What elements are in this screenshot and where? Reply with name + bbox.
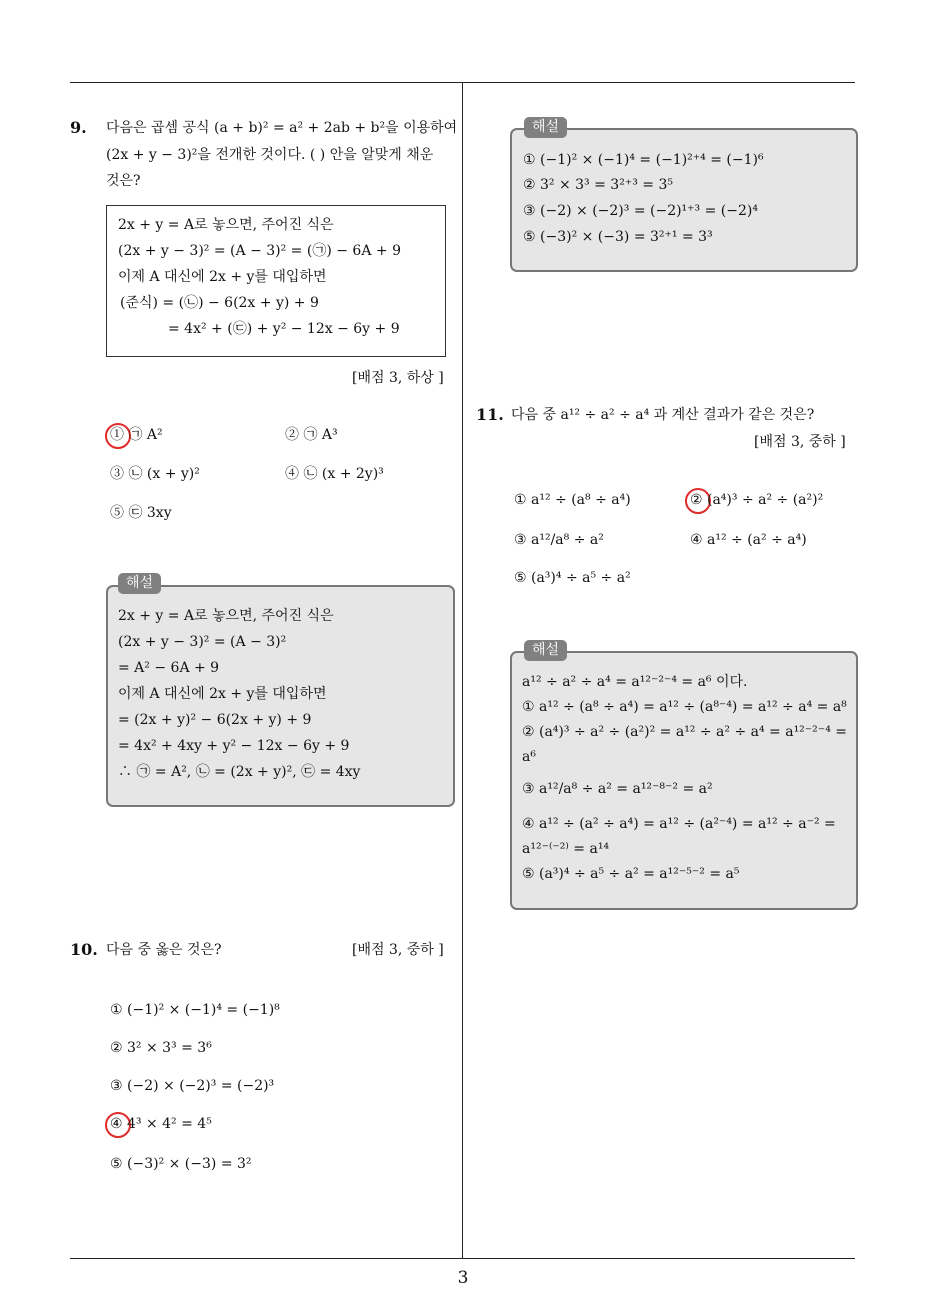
q11-choice-2[interactable]: ② (a⁴)³ ÷ a² ÷ (a²)² (690, 492, 824, 508)
q10-choice-1[interactable]: ① (−1)² × (−1)⁴ = (−1)⁸ (110, 1002, 280, 1018)
q10-solution-line-4: ⑤ (−3)² × (−3) = 3²⁺¹ = 3³ (523, 229, 713, 245)
q9-box-line-1: 2x + y = A로 놓으면, 주어진 식은 (118, 217, 334, 233)
q9-solution-line-4: 이제 A 대신에 2x + y를 대입하면 (118, 686, 327, 702)
q10-points: [배점 3, 중하 ] (352, 942, 444, 958)
q11-points: [배점 3, 중하 ] (754, 434, 846, 450)
q9-box-line-5: = 4x² + (㉢) + y² − 12x − 6y + 9 (168, 321, 400, 337)
q9-solution-line-1: 2x + y = A로 놓으면, 주어진 식은 (118, 608, 334, 624)
q10-stem: 다음 중 옳은 것은? (106, 942, 222, 958)
q10-choice-3[interactable]: ③ (−2) × (−2)³ = (−2)³ (110, 1078, 275, 1094)
q10-solution-label: 해설 (524, 117, 567, 138)
q10-choice-4[interactable]: ④ 4³ × 4² = 4⁵ (110, 1116, 212, 1132)
q11-solution-label: 해설 (524, 640, 567, 661)
q11-choice-4[interactable]: ④ a¹² ÷ (a² ÷ a⁴) (690, 532, 807, 548)
q9-box-line-3: 이제 A 대신에 2x + y를 대입하면 (118, 269, 327, 285)
q9-box-line-2: (2x + y − 3)² = (A − 3)² = (㉠) − 6A + 9 (118, 243, 401, 259)
q10-solution-line-2: ② 3² × 3³ = 3²⁺³ = 3⁵ (523, 177, 673, 193)
q9-points: [배점 3, 하상 ] (352, 370, 444, 386)
q9-solution-line-7: ∴ ㉠ = A², ㉡ = (2x + y)², ㉢ = 4xy (118, 764, 361, 780)
q9-solution-line-6: = 4x² + 4xy + y² − 12x − 6y + 9 (118, 738, 350, 754)
q9-box-line-4: (준식) = (㉡) − 6(2x + y) + 9 (120, 295, 319, 311)
q11-solution-line-2: ① a¹² ÷ (a⁸ ÷ a⁴) = a¹² ÷ (a⁸⁻⁴) = a¹² ÷ a⁴ = a⁸ (522, 699, 847, 715)
q11-choice-1[interactable]: ① a¹² ÷ (a⁸ ÷ a⁴) (514, 492, 631, 508)
q11-solution-line-8: ⑤ (a³)⁴ ÷ a⁵ ÷ a² = a¹²⁻⁵⁻² = a⁵ (522, 866, 740, 882)
q10-solution-line-1: ① (−1)² × (−1)⁴ = (−1)²⁺⁴ = (−1)⁶ (523, 152, 764, 168)
q11-solution-line-3: ② (a⁴)³ ÷ a² ÷ (a²)² = a¹² ÷ a² ÷ a⁴ = a¹²⁻²⁻⁴ = (522, 724, 847, 740)
q9-choice-4[interactable]: ④ ㉡ (x + 2y)³ (285, 466, 384, 482)
q9-number: 9. (70, 118, 87, 137)
q9-solution-line-2: (2x + y − 3)² = (A − 3)² (118, 634, 287, 650)
q9-choice-3[interactable]: ③ ㉡ (x + y)² (110, 466, 200, 482)
page-number: 3 (457, 1268, 469, 1288)
column-divider (462, 82, 463, 1258)
q11-solution-line-6: ④ a¹² ÷ (a² ÷ a⁴) = a¹² ÷ (a²⁻⁴) = a¹² ÷ a⁻² = (522, 816, 836, 832)
q9-solution-line-3: = A² − 6A + 9 (118, 660, 220, 676)
q10-choice-2[interactable]: ② 3² × 3³ = 3⁶ (110, 1040, 212, 1056)
q9-choice-2[interactable]: ② ㉠ A³ (285, 427, 338, 443)
q10-solution-line-3: ③ (−2) × (−2)³ = (−2)¹⁺³ = (−2)⁴ (523, 203, 758, 219)
q9-stem-line-1: 다음은 곱셈 공식 (a + b)² = a² + 2ab + b²을 이용하여 (106, 120, 458, 136)
q9-solution-label: 해설 (118, 573, 161, 594)
q11-solution-line-5: ③ a¹²/a⁸ ÷ a² = a¹²⁻⁸⁻² = a² (522, 781, 713, 797)
q11-solution-line-1: a¹² ÷ a² ÷ a⁴ = a¹²⁻²⁻⁴ = a⁶ 이다. (522, 674, 748, 690)
q9-stem-line-2: (2x + y − 3)²을 전개한 것이다. ( ) 안을 알맞게 채운 (106, 147, 434, 163)
q10-choice-5[interactable]: ⑤ (−3)² × (−3) = 3² (110, 1156, 252, 1172)
q11-choice-5[interactable]: ⑤ (a³)⁴ ÷ a⁵ ÷ a² (514, 570, 631, 586)
q10-number: 10. (70, 940, 98, 959)
q11-number: 11. (476, 405, 504, 424)
bottom-rule (70, 1258, 855, 1259)
q11-stem: 다음 중 a¹² ÷ a² ÷ a⁴ 과 계산 결과가 같은 것은? (511, 407, 815, 423)
q9-stem-line-3: 것은? (106, 173, 141, 189)
q9-choice-1[interactable]: ① ㉠ A² (110, 427, 163, 443)
q9-choice-5[interactable]: ⑤ ㉢ 3xy (110, 505, 172, 521)
q11-solution-line-4: a⁶ (522, 749, 536, 765)
q11-choice-3[interactable]: ③ a¹²/a⁸ ÷ a² (514, 532, 604, 548)
q11-solution-line-7: a¹²⁻⁽⁻²⁾ = a¹⁴ (522, 841, 610, 857)
q9-solution-line-5: = (2x + y)² − 6(2x + y) + 9 (118, 712, 312, 728)
